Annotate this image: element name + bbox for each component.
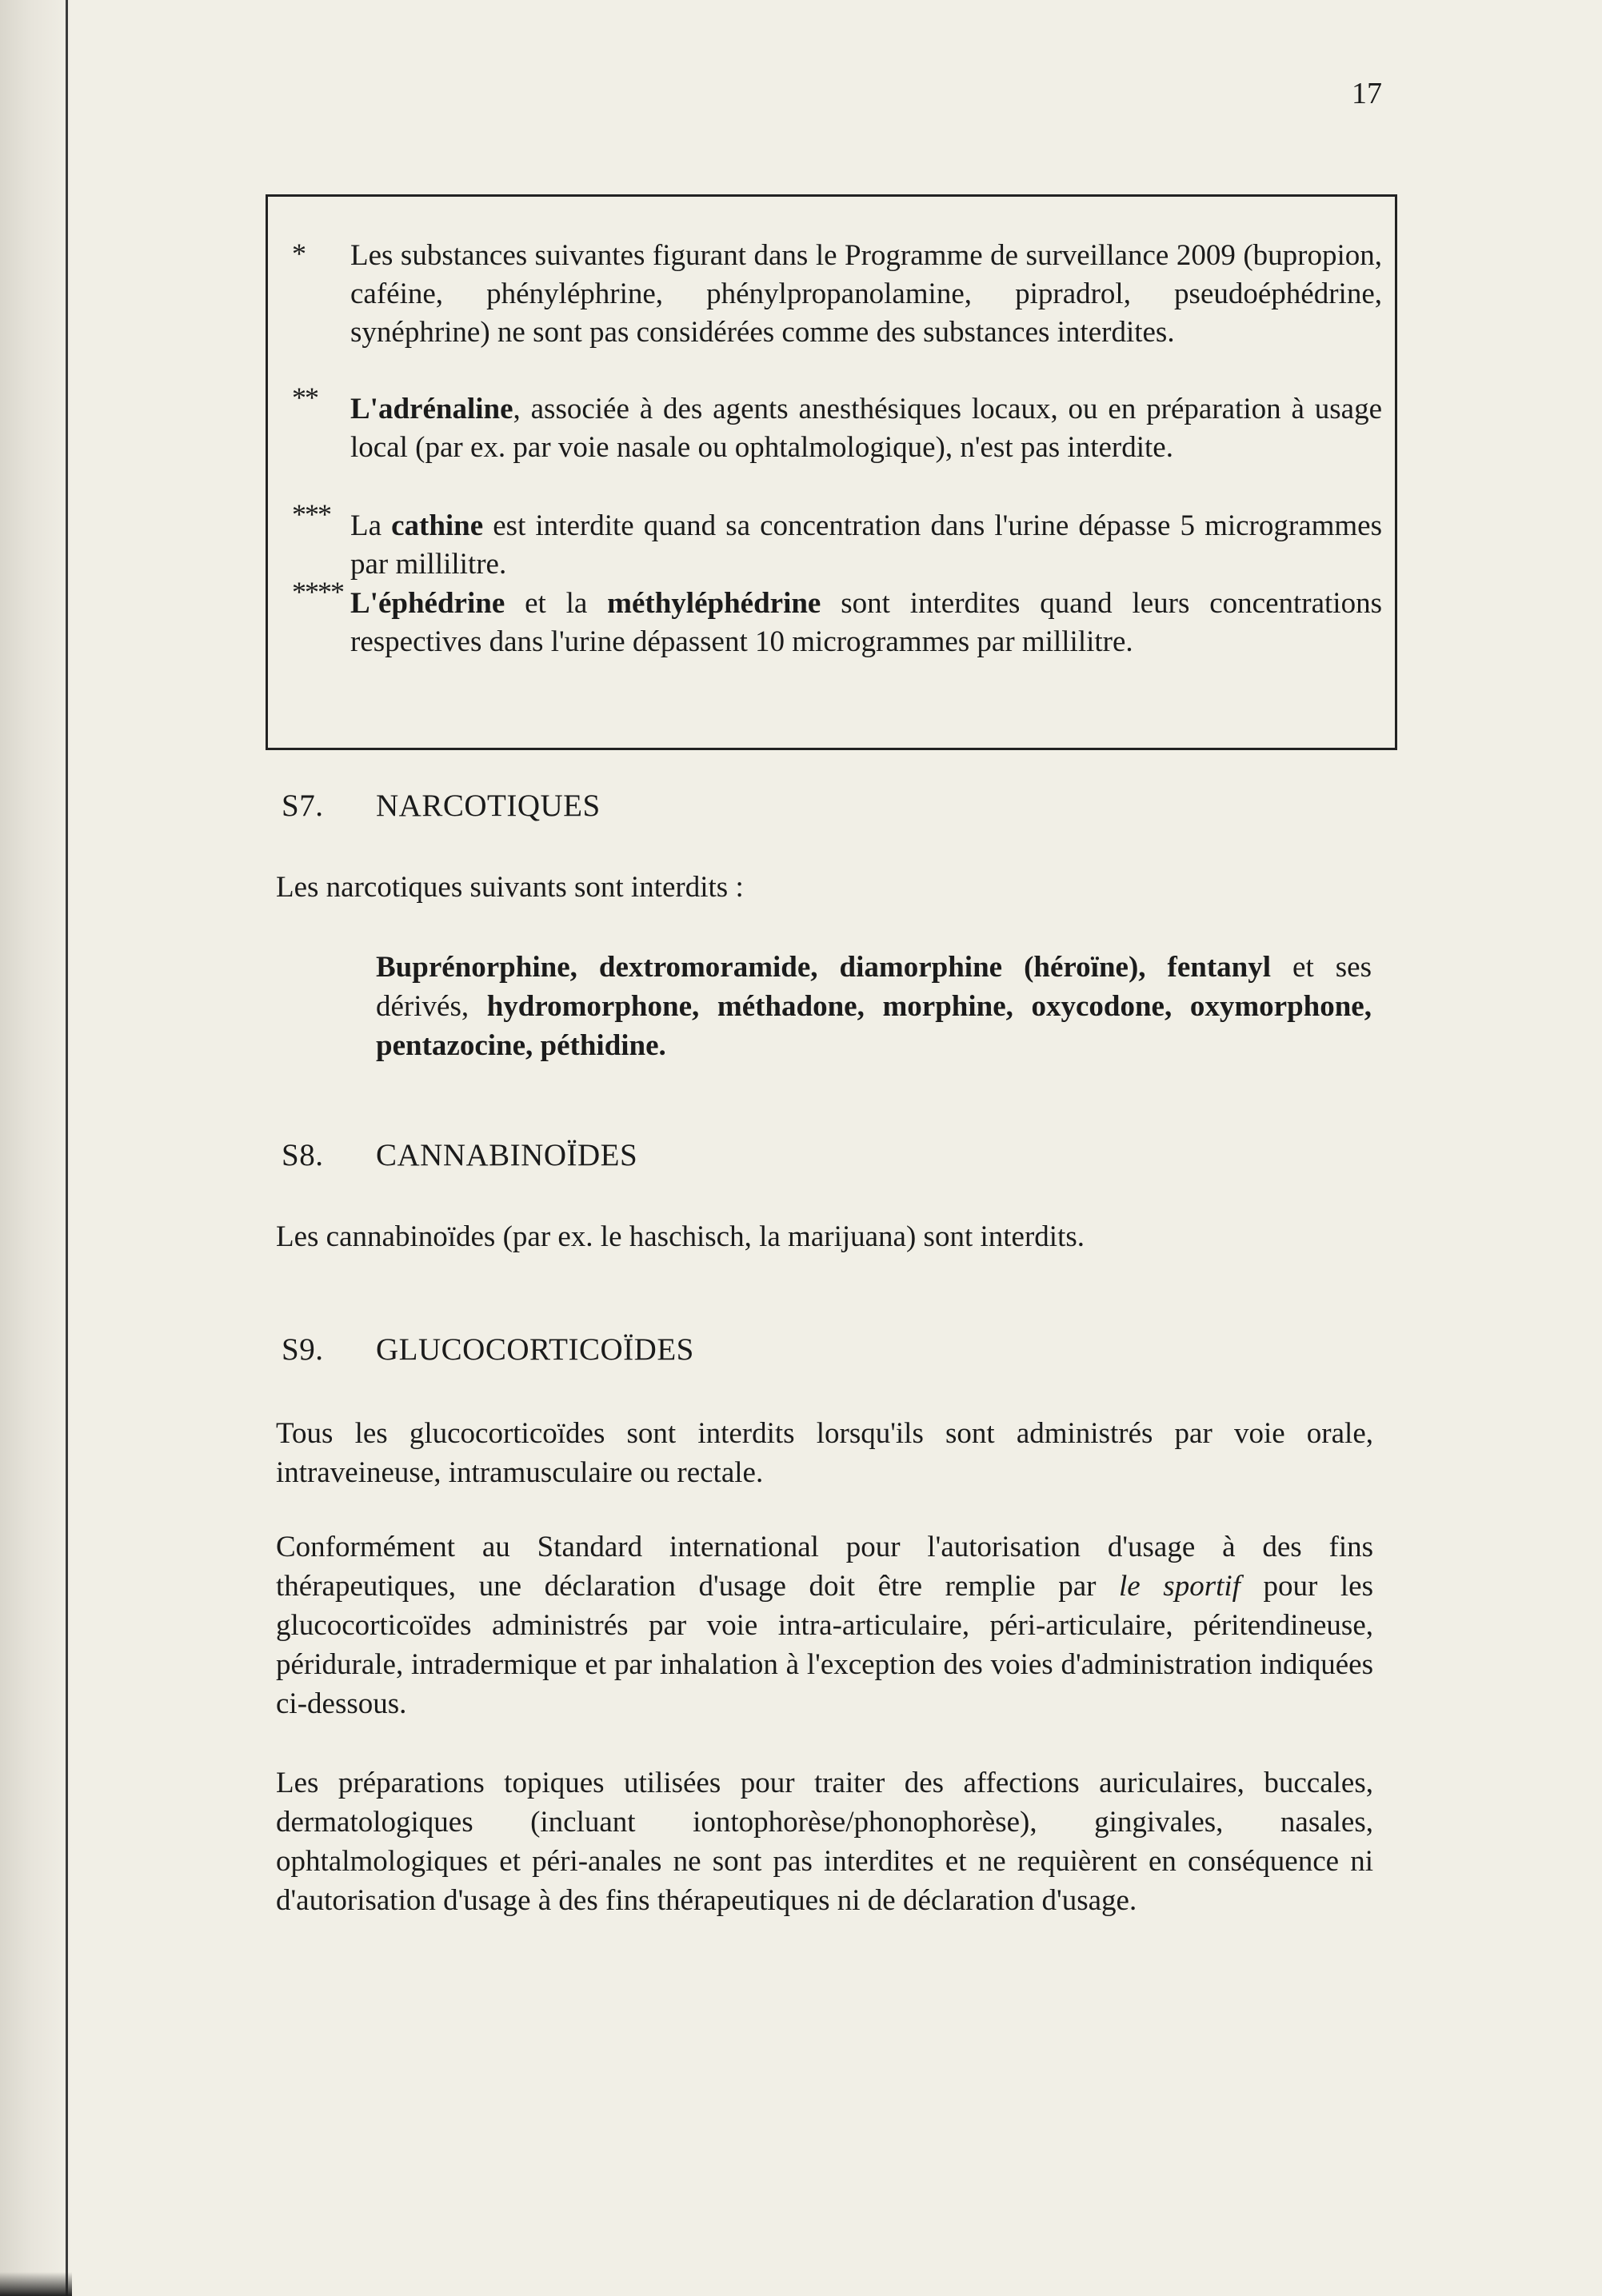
section-title: NARCOTIQUES [376,789,601,823]
italic-term: le sportif [1119,1570,1240,1603]
book-spine-shadow [0,0,72,2296]
footnote-text [350,585,1382,661]
footnote-text [350,390,1382,467]
footnote-bold-term: L'adrénaline [350,393,513,425]
footnote-bold-term: méthyléphédrine [607,587,821,620]
footnote-text-part: sont interdites quand leurs concentrations respectives dans l'urine dépassent 10 microgrammes par millilitre. [350,587,1382,658]
page-number: 17 [1352,77,1382,110]
footnote-text [350,507,1382,584]
substance-names: Buprénorphine, dextromoramide, diamorphine (héroïne), fentanyl [376,951,1272,984]
paragraph-text: Conformément au Standard international pour l'autorisation d'usage à des fins thérapeutiques, une déclaration d'usage doit être remplie par [276,1531,1373,1603]
section-title: CANNABINOÏDES [376,1138,638,1172]
footnote-mark: *** [292,498,330,530]
s7-substance-list [376,948,1372,1065]
footnote-text-part: , associée à des agents anesthésiques locaux, ou en préparation à usage local (par ex. par voie nasale ou ophtalmologique), n'est pas interdite. [350,393,1382,464]
footnote-text-part: est interdite quand sa concentration dans l'urine dépasse 5 microgrammes par millilitre. [350,509,1382,581]
s9-paragraph-1: Tous les glucocorticoïdes sont interdits lorsqu'ils sont administrés par voie orale, intraveineuse, intramusculaire ou rectale. [276,1417,1373,1489]
section-title: GLUCOCORTICOÏDES [376,1332,694,1367]
footnote-text [350,237,1382,352]
section-heading-s7 [282,788,601,824]
list-connector: et ses dérivés, [376,951,1372,1023]
footnote-mark: ** [292,381,318,413]
footnote-bold-term: L'éphédrine [350,587,505,620]
s7-intro: Les narcotiques suivants sont interdits : [276,871,744,904]
section-number: S7. [282,789,324,823]
footnote-text-part: et la [505,587,608,620]
s8-text: Les cannabinoïdes (par ex. le haschisch, la marijuana) sont interdits. [276,1220,1085,1253]
footnote-mark: * [292,238,305,270]
section-number: S9. [282,1332,324,1367]
footnote-mark: **** [292,576,343,608]
section-heading-s9 [282,1332,694,1368]
footnote-text-part: La [350,509,392,542]
s9-paragraph-2 [276,1527,1373,1723]
section-heading-s8 [282,1137,637,1173]
page-edge-line [66,0,68,2296]
section-number: S8. [282,1138,324,1172]
footnotes-box [266,194,1397,750]
paragraph-text: pour les glucocorticoïdes administrés par voie intra-articulaire, péri-articulaire, péritendineuse, péridurale, intradermique et par inhalation à l'exception des voies d'administration indiquées ci-dessous. [276,1570,1374,1720]
corner-shadow [0,2272,72,2296]
substance-names: hydromorphone, méthadone, morphine, oxycodone, oxymorphone, pentazocine, péthidine. [376,990,1372,1062]
footnote-text-part: Les substances suivantes figurant dans le Programme de surveillance 2009 (bupropion, caféine, phényléphrine, phénylpropanolamine, pipradrol, pseudoéphédrine, synéphrine) ne sont pas considérées comme des substances interdites. [350,239,1382,349]
s9-paragraph-3: Les préparations topiques utilisées pour traiter des affections auriculaires, buccales, dermatologiques (incluant iontophorèse/phonophorèse), gingivales, nasales, ophtalmologiques et péri-anales ne sont pas interdites et ne requièrent en conséquence ni d'autorisation d'usage à des fins thérapeutiques ni de déclaration d'usage. [276,1767,1373,1917]
footnote-bold-term: cathine [391,509,484,542]
